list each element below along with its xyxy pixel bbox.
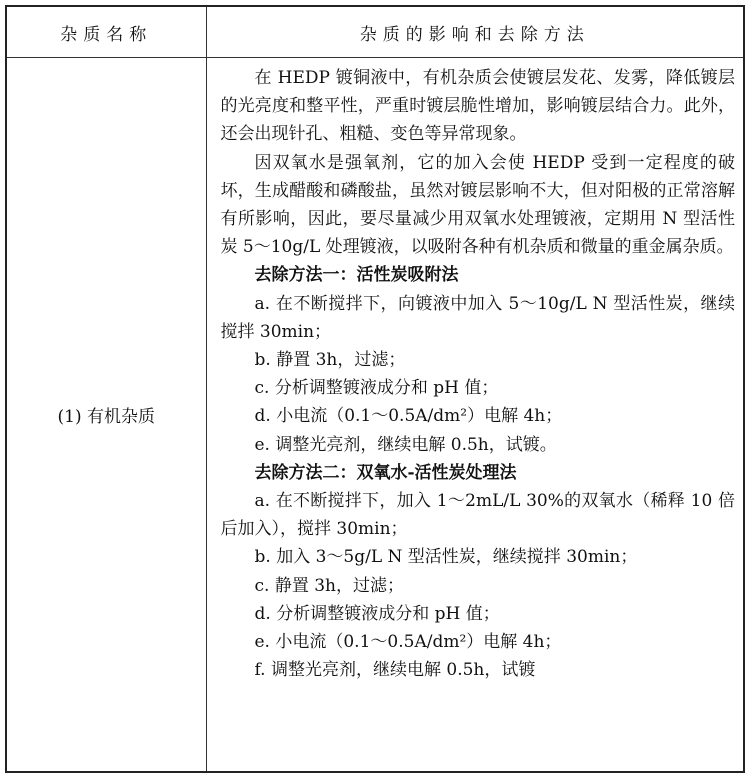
method2-step-d: d. 分析调整镀液成分和 pH 值； [254,603,500,624]
hydrogen-peroxide-paragraph: 因双氧水是强氧剂，它的加入会使 HEDP 受到一定程度的破坏，生成醋酸和磷酸盐，虽然对镀层影响不大，但对阳极的正常溶解有所影响，因此，要尽量减少用双氧水处理镀液，定期用 N 型活性炭 5～10g/L 处理镀液，以吸附各种有机杂质和微量的重金属杂质。 [220,152,735,258]
method2-step-b: b. 加入 3～5g/L N 型活性炭，继续搅拌 30min； [254,547,638,568]
method1-step-b: b. 静置 3h，过滤； [254,350,406,371]
impurity-table [5,5,745,773]
method1-step-d: d. 小电流（0.1～0.5A/dm²）电解 4h； [254,406,563,427]
method1-step-e: e. 调整光亮剂，继续电解 0.5h，试镀。 [254,434,557,455]
impurity-name-cell: (1) 有机杂质 [6,58,206,773]
method2-step-a: a. 在不断搅拌下，加入 1～2mL/L 30%的双氧水（稀释 10 倍后加入），搅拌 30min； [220,491,735,540]
method2-step-e: e. 小电流（0.1～0.5A/dm²）电解 4h； [254,632,562,653]
method2-title: 去除方法二：双氧水-活性炭处理法 [254,462,517,483]
table-header-row [6,6,744,58]
header-impact-and-removal: 杂质的影响和去除方法 [206,6,744,58]
impurity-description-cell [206,58,744,773]
method1-step-a: a. 在不断搅拌下，向镀液中加入 5～10g/L N 型活性炭，继续搅拌 30min； [220,293,735,342]
table-row [6,58,744,773]
method2-step-c: c. 静置 3h，过滤； [254,575,404,596]
method2-step-f: f. 调整光亮剂，继续电解 0.5h，试镀 [254,660,536,681]
method1-title: 去除方法一：活性炭吸附法 [254,265,459,286]
header-impurity-name: 杂质名称 [6,6,206,58]
method1-step-c: c. 分析调整镀液成分和 pH 值； [254,378,499,399]
effect-paragraph: 在 HEDP 镀铜液中，有机杂质会使镀层发花、发雾，降低镀层的光亮度和整平性，严重时镀层脆性增加，影响镀层结合力。此外，还会出现针孔、粗糙、变色等异常现象。 [220,68,735,145]
